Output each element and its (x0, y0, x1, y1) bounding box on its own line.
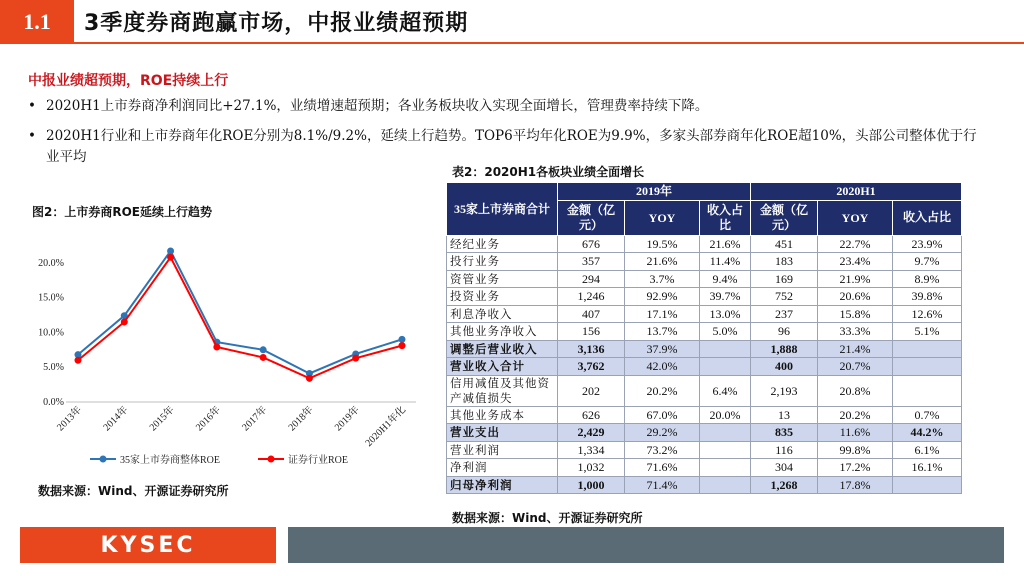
table-cell: 15.8% (818, 305, 893, 323)
footer-bar (288, 527, 1004, 563)
x-tick-label: 2013年 (55, 404, 85, 434)
table-row (447, 270, 962, 288)
table-cell (893, 375, 962, 406)
legend-label: 35家上市券商整体ROE (120, 455, 220, 466)
series-point (75, 357, 82, 364)
table-cell: 92.9% (625, 288, 700, 306)
table-cell: 5.0% (700, 323, 751, 341)
y-tick-label: 15.0% (38, 292, 64, 304)
table-cell: 21.4% (818, 340, 893, 358)
col-header: 收入占比 (700, 200, 751, 235)
table-row (447, 441, 962, 459)
slide-title: 3季度券商跑赢市场，中报业绩超预期 (84, 11, 469, 36)
table-row (447, 253, 962, 271)
table-cell: 1,888 (751, 340, 818, 358)
table-cell: 752 (751, 288, 818, 306)
performance-table (446, 182, 962, 494)
section-number-badge: 1.1 (0, 0, 74, 44)
table-cell: 20.6% (818, 288, 893, 306)
table-cell: 23.9% (893, 235, 962, 253)
col-header: YOY (818, 200, 893, 235)
table-cell: 39.8% (893, 288, 962, 306)
table-cell: 67.0% (625, 406, 700, 424)
table-cell: 44.2% (893, 424, 962, 442)
table-cell: 11.4% (700, 253, 751, 271)
table-cell: 9.7% (893, 253, 962, 271)
section-subheading: 中报业绩超预期，ROE持续上行 (28, 73, 229, 89)
table-row (447, 424, 962, 442)
bullet-text: 2020H1上市券商净利润同比+27.1%，业绩增速超预期；各业务板块收入实现全面增长，管理费率持续下降。 (46, 98, 709, 114)
row-label: 营业收入合计 (447, 358, 558, 376)
table-cell: 23.4% (818, 253, 893, 271)
series-point (167, 254, 174, 261)
table-cell: 3,136 (558, 340, 625, 358)
table-cell: 1,032 (558, 459, 625, 477)
y-tick-label: 10.0% (38, 327, 64, 339)
table-cell: 21.9% (818, 270, 893, 288)
row-label: 投行业务 (447, 253, 558, 271)
table-cell: 71.4% (625, 476, 700, 494)
table-cell: 99.8% (818, 441, 893, 459)
table-cell: 6.1% (893, 441, 962, 459)
table-cell: 5.1% (893, 323, 962, 341)
table-cell: 169 (751, 270, 818, 288)
legend-marker (268, 456, 275, 463)
y-tick-label: 20.0% (38, 257, 64, 269)
x-tick-label: 2018年 (286, 404, 316, 434)
table-corner-header: 35家上市券商合计 (447, 183, 558, 236)
x-tick-label: 2014年 (101, 404, 131, 434)
series-point (399, 336, 406, 343)
table-row (447, 406, 962, 424)
table-cell: 3.7% (625, 270, 700, 288)
period-header-2019: 2019年 (558, 183, 751, 201)
table-cell (893, 340, 962, 358)
table-cell: 20.8% (818, 375, 893, 406)
roe-line-chart (30, 226, 430, 476)
table-cell: 42.0% (625, 358, 700, 376)
table-cell: 20.0% (700, 406, 751, 424)
row-label: 营业支出 (447, 424, 558, 442)
x-tick-label: 2019年 (332, 404, 362, 434)
kysec-logo: KYSEC (20, 527, 276, 563)
table-cell: 835 (751, 424, 818, 442)
table-row (447, 459, 962, 477)
col-header: YOY (625, 200, 700, 235)
row-label: 投资业务 (447, 288, 558, 306)
table-cell: 37.9% (625, 340, 700, 358)
table-cell: 1,000 (558, 476, 625, 494)
table-cell: 73.2% (625, 441, 700, 459)
table-cell: 20.2% (625, 375, 700, 406)
bullet-item (28, 96, 988, 117)
table-cell (700, 476, 751, 494)
col-header: 金额（亿元） (751, 200, 818, 235)
table-row (447, 323, 962, 341)
bullet-dot-icon: • (28, 98, 36, 114)
table-row (447, 358, 962, 376)
table-cell: 21.6% (625, 253, 700, 271)
table-cell: 1,334 (558, 441, 625, 459)
table-cell (893, 476, 962, 494)
table-cell: 11.6% (818, 424, 893, 442)
series-point (121, 318, 128, 325)
table-cell: 237 (751, 305, 818, 323)
table-cell: 407 (558, 305, 625, 323)
table-cell: 19.5% (625, 235, 700, 253)
bullet-text: 2020H1行业和上市券商年化ROE分别为8.1%/9.2%，延续上行趋势。TOP6平均年化ROE为9.9%，多家头部券商年化ROE超10%，头部公司整体优于行业平均 (46, 128, 977, 165)
table-cell: 13.7% (625, 323, 700, 341)
table-cell: 17.1% (625, 305, 700, 323)
row-label: 净利润 (447, 459, 558, 477)
table-cell: 0.7% (893, 406, 962, 424)
table-cell: 183 (751, 253, 818, 271)
table-cell: 294 (558, 270, 625, 288)
table-row (447, 288, 962, 306)
series-point (260, 354, 267, 361)
table-cell (893, 358, 962, 376)
table-cell: 1,246 (558, 288, 625, 306)
figure-source: 数据来源：Wind、开源证券研究所 (38, 484, 229, 498)
table-cell: 400 (751, 358, 818, 376)
series-point (167, 247, 174, 254)
row-label: 利息净收入 (447, 305, 558, 323)
table-cell: 451 (751, 235, 818, 253)
legend-marker (100, 456, 107, 463)
table-cell: 29.2% (625, 424, 700, 442)
table-cell: 2,193 (751, 375, 818, 406)
table-caption: 表2：2020H1各板块业绩全面增长 (452, 165, 645, 179)
table-cell: 20.7% (818, 358, 893, 376)
series-point (352, 355, 359, 362)
table-cell: 156 (558, 323, 625, 341)
y-tick-label: 0.0% (43, 397, 64, 408)
series-point (399, 342, 406, 349)
table-cell: 16.1% (893, 459, 962, 477)
col-header: 收入占比 (893, 200, 962, 235)
row-label: 调整后营业收入 (447, 340, 558, 358)
table-cell: 202 (558, 375, 625, 406)
table-cell: 676 (558, 235, 625, 253)
table-cell: 13.0% (700, 305, 751, 323)
table-cell: 13 (751, 406, 818, 424)
table-cell: 2,429 (558, 424, 625, 442)
table-row (447, 476, 962, 494)
figure-caption: 图2：上市券商ROE延续上行趋势 (32, 205, 212, 219)
table-cell: 96 (751, 323, 818, 341)
table-cell: 3,762 (558, 358, 625, 376)
table-cell: 20.2% (818, 406, 893, 424)
bullet-item (28, 126, 988, 168)
x-tick-label: 2016年 (193, 404, 223, 434)
table-row (447, 305, 962, 323)
row-label: 信用减值及其他资产减值损失 (447, 375, 558, 406)
series-point (260, 346, 267, 353)
table-cell: 1,268 (751, 476, 818, 494)
table-row (447, 340, 962, 358)
table-cell: 33.3% (818, 323, 893, 341)
x-tick-label: 2017年 (240, 404, 270, 434)
row-label: 其他业务净收入 (447, 323, 558, 341)
row-label: 归母净利润 (447, 476, 558, 494)
x-tick-label: 2015年 (147, 404, 177, 434)
table-cell (700, 441, 751, 459)
table-cell: 626 (558, 406, 625, 424)
table-cell: 357 (558, 253, 625, 271)
bullet-dot-icon: • (28, 128, 36, 144)
row-label: 营业利润 (447, 441, 558, 459)
table-cell: 12.6% (893, 305, 962, 323)
table-cell (700, 340, 751, 358)
table-cell: 17.2% (818, 459, 893, 477)
table-cell (700, 459, 751, 477)
table-cell: 9.4% (700, 270, 751, 288)
table-cell: 116 (751, 441, 818, 459)
table-row (447, 235, 962, 253)
table-cell: 6.4% (700, 375, 751, 406)
table-cell (700, 358, 751, 376)
x-tick-label: 2020H1年化 (363, 404, 409, 450)
title-divider (74, 42, 1024, 44)
table-cell: 17.8% (818, 476, 893, 494)
table-cell: 21.6% (700, 235, 751, 253)
y-tick-label: 5.0% (43, 362, 64, 374)
col-header: 金额（亿元） (558, 200, 625, 235)
series-point (306, 375, 313, 382)
row-label: 资管业务 (447, 270, 558, 288)
table-cell: 8.9% (893, 270, 962, 288)
series-point (213, 344, 220, 351)
legend-label: 证券行业ROE (288, 455, 348, 466)
table-source: 数据来源：Wind、开源证券研究所 (452, 511, 643, 525)
row-label: 其他业务成本 (447, 406, 558, 424)
table-row (447, 375, 962, 406)
row-label: 经纪业务 (447, 235, 558, 253)
period-header-2020h1: 2020H1 (751, 183, 962, 201)
table-cell: 71.6% (625, 459, 700, 477)
table-cell: 39.7% (700, 288, 751, 306)
table-cell: 22.7% (818, 235, 893, 253)
table-cell (700, 424, 751, 442)
table-cell: 304 (751, 459, 818, 477)
